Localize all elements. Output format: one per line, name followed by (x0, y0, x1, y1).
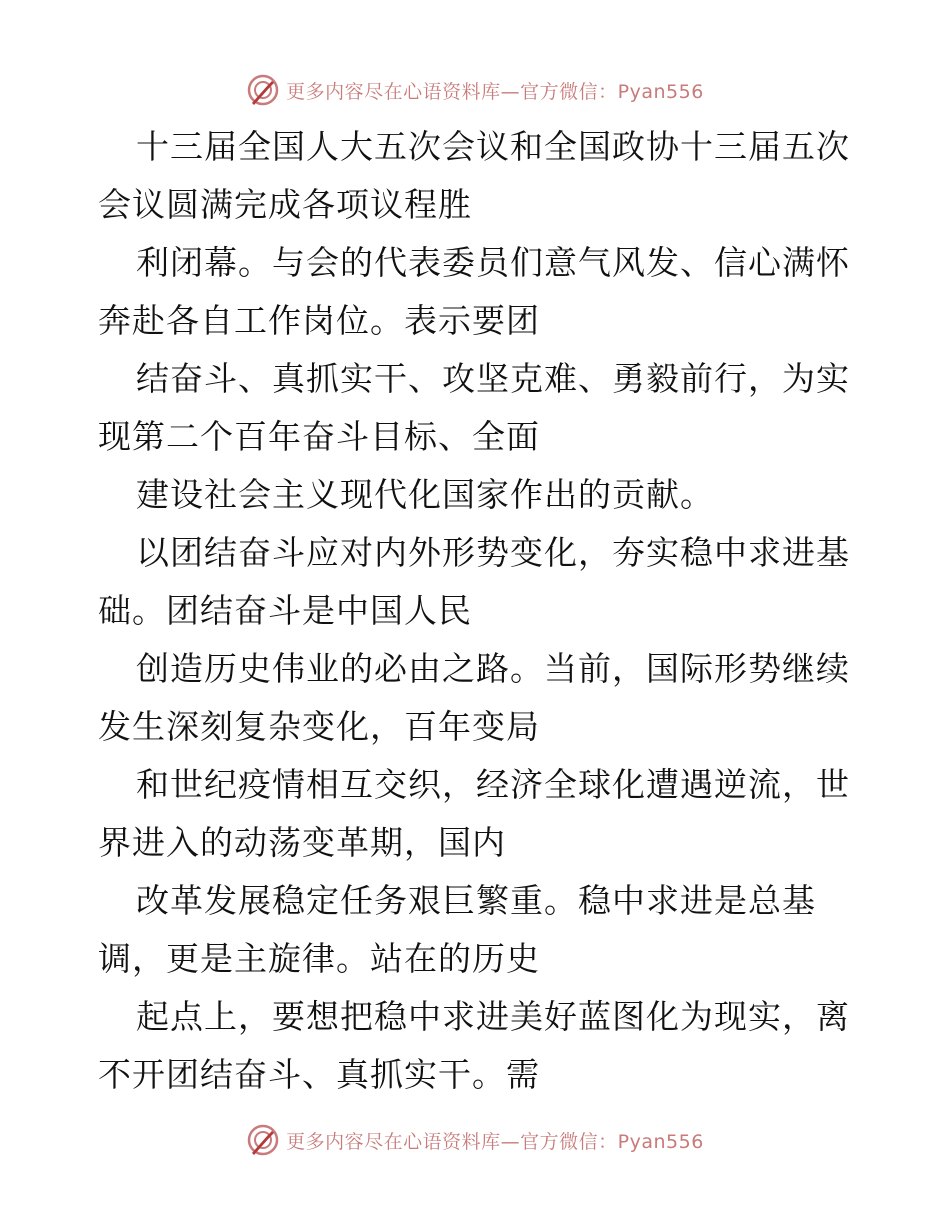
text-line: 不开团结奋斗、真抓实干。需 (98, 1055, 540, 1094)
watermark-label: 更多内容尽在心语资料库—官方微信： (286, 1130, 618, 1153)
text-line: 结奋斗、真抓实干、攻坚克难、勇毅前行，为实 (136, 359, 850, 398)
paragraph (98, 234, 858, 350)
text-line: 改革发展稳定任务艰巨繁重。稳中求进是总基 (136, 881, 816, 920)
document-body (98, 118, 858, 1104)
text-line: 以团结奋斗应对内外形势变化，夯实稳中求进基 (136, 533, 850, 572)
paragraph (98, 988, 858, 1104)
paragraph (98, 118, 858, 234)
paragraph (98, 872, 858, 988)
text-line: 十三届全国人大五次会议和全国政协十三届五次 (136, 127, 850, 166)
header-watermark (0, 70, 950, 110)
paragraph (98, 756, 858, 872)
text-line: 创造历史伟业的必由之路。当前，国际形势继续 (136, 649, 850, 688)
paragraph (98, 466, 858, 524)
text-line: 建设社会主义现代化国家作出的贡献。 (136, 475, 714, 514)
text-line: 础。团结奋斗是中国人民 (98, 591, 472, 630)
paragraph (98, 350, 858, 466)
text-line: 现第二个百年奋斗目标、全面 (98, 417, 540, 456)
paragraph (98, 640, 858, 756)
watermark-wechat-id: Pyan556 (617, 80, 704, 103)
watermark-text (286, 1127, 704, 1154)
watermark-text (286, 77, 704, 104)
text-line: 界进入的动荡变革期，国内 (98, 823, 506, 862)
text-line: 发生深刻复杂变化，百年变局 (98, 707, 540, 746)
text-line: 利闭幕。与会的代表委员们意气风发、信心满怀 (136, 243, 850, 282)
text-line: 奔赴各自工作岗位。表示要团 (98, 301, 540, 340)
footer-watermark (0, 1120, 950, 1160)
watermark-wechat-id: Pyan556 (617, 1130, 704, 1153)
text-line: 会议圆满完成各项议程胜 (98, 185, 472, 224)
text-line: 调，更是主旋律。站在的历史 (98, 939, 540, 978)
text-line: 和世纪疫情相互交织，经济全球化遭遇逆流，世 (136, 765, 850, 804)
watermark-label: 更多内容尽在心语资料库—官方微信： (286, 80, 618, 103)
pen-logo-icon (246, 1123, 280, 1157)
paragraph (98, 524, 858, 640)
pen-logo-icon (246, 73, 280, 107)
text-line: 起点上，要想把稳中求进美好蓝图化为现实，离 (136, 997, 850, 1036)
